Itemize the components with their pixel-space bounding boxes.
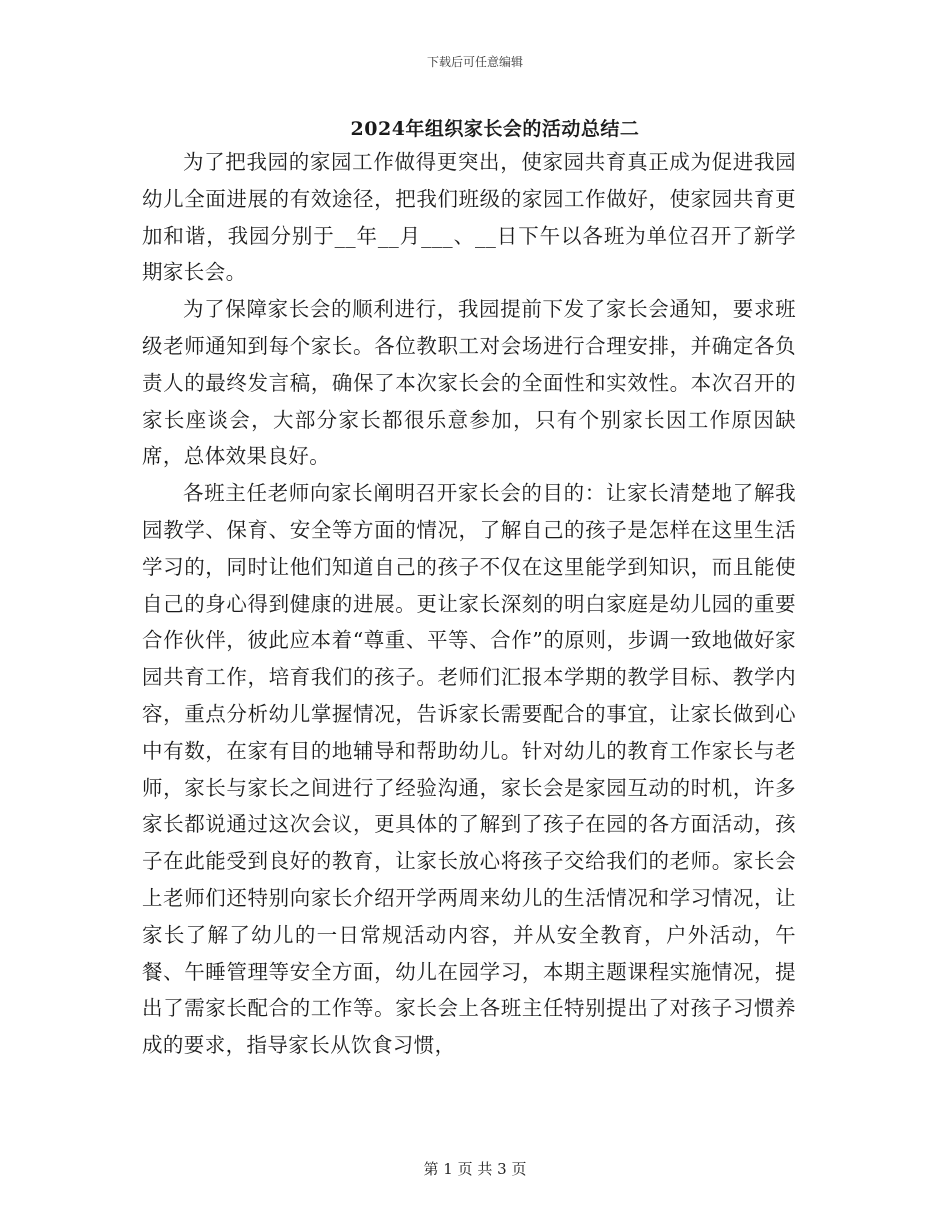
page-number-footer: 第 1 页 共 3 页 bbox=[423, 1160, 527, 1178]
document-body bbox=[142, 144, 796, 1064]
paragraph-1: 为了把我园的家园工作做得更突出，使家园共育真正成为促进我园幼儿全面进展的有效途径，把我们班级的家园工作做好，使家园共育更加和谐，我园分别于__年__月___、__日下午以各班为单位召开了新学期家长会。 bbox=[142, 150, 796, 285]
document-title: 2024年组织家长会的活动总结二 bbox=[350, 118, 640, 140]
paragraph-3: 各班主任老师向家长阐明召开家长会的目的：让家长清楚地了解我园教学、保育、安全等方面的情况，了解自己的孩子是怎样在这里生活学习的，同时让他们知道自己的孩子不仅在这里能学到知识，而且能使自己的身心得到健康的进展。更让家长深刻的明白家庭是幼儿园的重要合作伙伴，彼此应本着“尊重、平等、合作”的原则，步调一致地做好家园共育工作，培育我们的孩子。老师们汇报本学期的教学目标、教学内容，重点分析幼儿掌握情况，告诉家长需要配合的事宜，让家长做到心中有数，在家有目的地辅导和帮助幼儿。针对幼儿的教育工作家长与老师，家长与家长之间进行了经验沟通，家长会是家园互动的时机，许多家长都说通过这次会议，更具体的了解到了孩子在园的各方面活动，孩子在此能受到良好的教育，让家长放心将孩子交给我们的老师。家长会上老师们还特别向家长介绍开学两周来幼儿的生活情况和学习情况，让家长了解了幼儿的一日常规活动内容，并从安全教育，户外活动，午餐、午睡管理等安全方面，幼儿在园学习，本期主题课程实施情况，提出了需家长配合的工作等。家长会上各班主任特别提出了对孩子习惯养成的要求，指导家长从饮食习惯， bbox=[142, 481, 796, 1058]
header-note: 下载后可任意编辑 bbox=[426, 55, 523, 69]
paragraph-2: 为了保障家长会的顺利进行，我园提前下发了家长会通知，要求班级老师通知到每个家长。各位教职工对会场进行合理安排，并确定各负责人的最终发言稿，确保了本次家长会的全面性和实效性。本次召开的家长座谈会，大部分家长都很乐意参加，只有个别家长因工作原因缺席，总体效果良好。 bbox=[142, 297, 796, 469]
